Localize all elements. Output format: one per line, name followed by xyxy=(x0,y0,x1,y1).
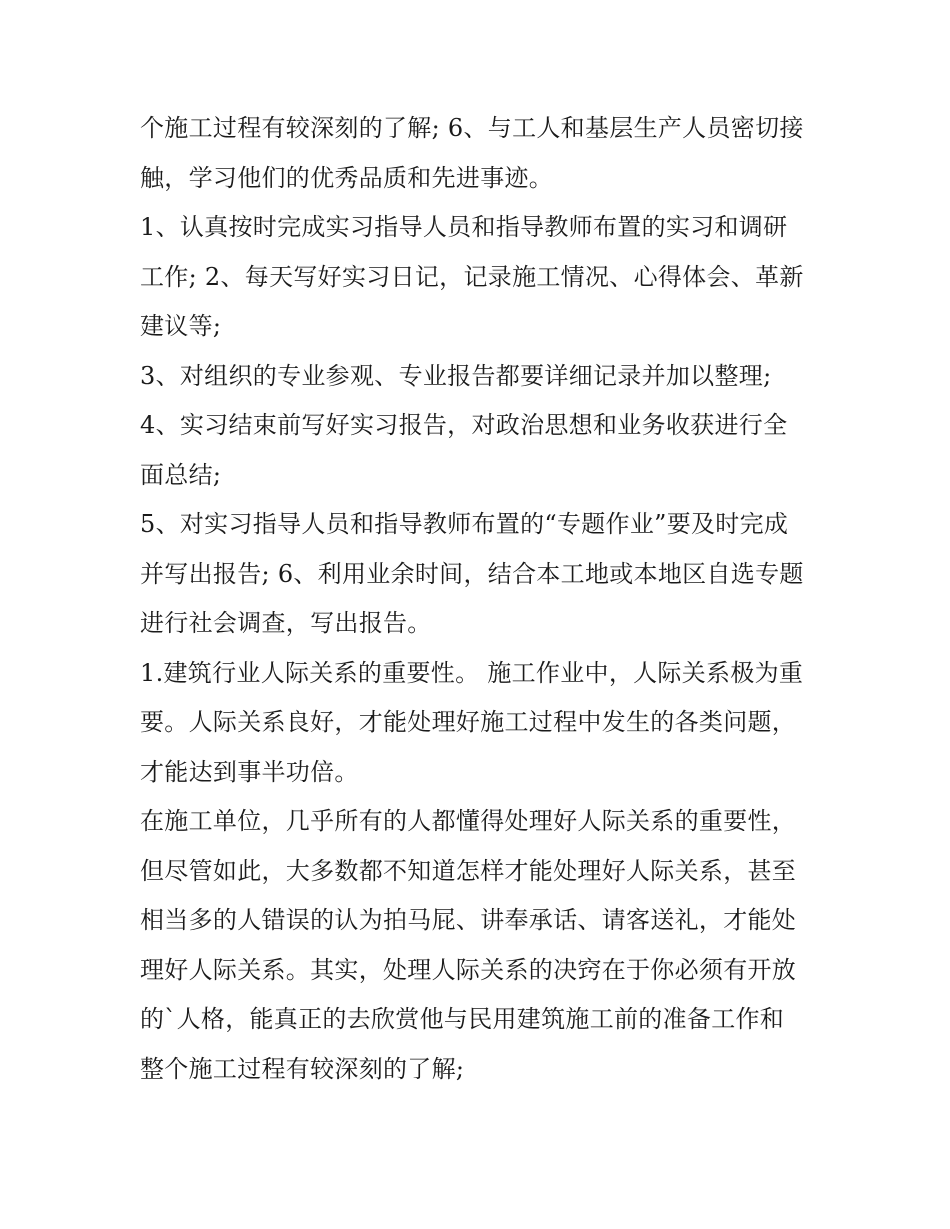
text-line: 面总结; xyxy=(140,460,222,489)
text-line: 在施工单位，几乎所有的人都懂得处理好人际关系的重要性， xyxy=(140,807,797,835)
text-line: 1、认真按时完成实习指导人员和指导教师布置的实习和调研 xyxy=(140,213,788,241)
text-line: 个施工过程有较深刻的了解; 6、与工人和基层生产人员密切接 xyxy=(140,114,804,142)
text-line: 要。人际关系良好，才能处理好施工过程中发生的各类问题， xyxy=(140,708,797,736)
text-line: 触，学习他们的优秀品质和先进事迹。 xyxy=(140,163,554,192)
text-line: 5、对实习指导人员和指导教师布置的“专题作业”要及时完成 xyxy=(140,510,789,538)
text-line: 建议等; xyxy=(140,312,222,340)
text-line: 整个施工过程有较深刻的了解; xyxy=(140,1054,465,1083)
text-line: 的`人格，能真正的去欣赏他与民用建筑施工前的准备工作和 xyxy=(140,1005,785,1033)
text-line: 4、实习结束前写好实习报告，对政治思想和业务收获进行全 xyxy=(140,411,788,439)
paragraph-3 xyxy=(140,352,820,402)
text-line: 1.建筑行业人际关系的重要性。 施工作业中，人际关系极为重 xyxy=(140,658,804,687)
document-body xyxy=(140,104,820,1094)
text-line: 才能达到事半功倍。 xyxy=(140,757,359,786)
text-line: 相当多的人错误的认为拍马屁、讲奉承话、请客送礼，才能处 xyxy=(140,906,797,934)
paragraph-6 xyxy=(140,649,820,798)
text-line: 理好人际关系。其实，处理人际关系的决窍在于你必须有开放 xyxy=(140,955,797,984)
text-line: 3、对组织的专业参观、专业报告都要详细记录并加以整理; xyxy=(140,361,772,390)
text-line: 但尽管如此，大多数都不知道怎样才能处理好人际关系，甚至 xyxy=(140,856,797,885)
text-line: 工作; 2、每天写好实习日记，记录施工情况、心得体会、革新 xyxy=(140,262,804,291)
paragraph-7 xyxy=(140,797,820,1094)
text-line: 并写出报告; 6、利用业余时间，结合本工地或本地区自选专题 xyxy=(140,559,804,588)
paragraph-4 xyxy=(140,401,820,500)
paragraph-2 xyxy=(140,203,820,352)
paragraph-5 xyxy=(140,500,820,649)
paragraph-1 xyxy=(140,104,820,203)
text-line: 进行社会调查，写出报告。 xyxy=(140,609,432,637)
